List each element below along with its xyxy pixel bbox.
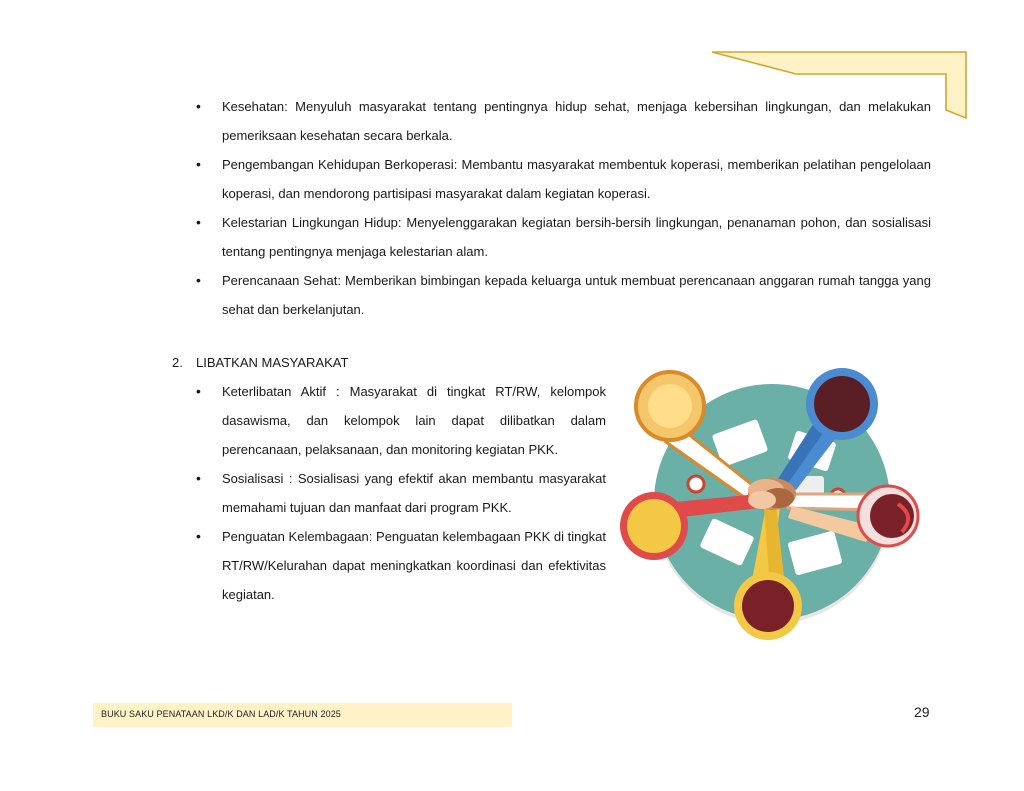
bullet-list-top	[195, 92, 931, 324]
teamwork-hands-illustration	[616, 366, 928, 642]
page-number: 29	[914, 704, 930, 720]
list-item: • Perencanaan Sehat: Memberikan bimbingan kepada keluarga untuk membuat perencanaan anggaran rumah tangga yang sehat dan berkelanjutan.	[195, 266, 931, 324]
list-item: • Penguatan Kelembagaan: Penguatan kelembagaan PKK di tingkat RT/RW/Kelurahan dapat meningkatkan koordinasi dan efektivitas kegiatan.	[195, 522, 606, 609]
list-item: • Pengembangan Kehidupan Berkoperasi: Membantu masyarakat membentuk koperasi, memberikan pelatihan pengelolaan koperasi, dan mendorong partisipasi masyarakat dalam kegiatan koperasi.	[195, 150, 931, 208]
footer-bar	[93, 703, 512, 727]
section-number: 2.	[172, 355, 183, 370]
section-heading	[172, 352, 348, 374]
list-item: • Kelestarian Lingkungan Hidup: Menyelenggarakan kegiatan bersih-bersih lingkungan, penanaman pohon, dan sosialisasi tentang pentingnya menjaga kelestarian alam.	[195, 208, 931, 266]
footer-title: BUKU SAKU PENATAAN LKD/K DAN LAD/K TAHUN 2025	[101, 709, 341, 719]
bullet-list-section	[195, 377, 606, 609]
section-title: LIBATKAN MASYARAKAT	[196, 355, 349, 370]
list-item: • Keterlibatan Aktif : Masyarakat di tingkat RT/RW, kelompok dasawisma, dan kelompok lain dapat dilibatkan dalam perencanaan, pelaksanaan, dan monitoring kegiatan PKK.	[195, 377, 606, 464]
list-item: • Kesehatan: Menyuluh masyarakat tentang pentingnya hidup sehat, menjaga kebersihan lingkungan, dan melakukan pemeriksaan kesehatan secara berkala.	[195, 92, 931, 150]
list-item: • Sosialisasi : Sosialisasi yang efektif akan membantu masyarakat memahami tujuan dan manfaat dari program PKK.	[195, 464, 606, 522]
